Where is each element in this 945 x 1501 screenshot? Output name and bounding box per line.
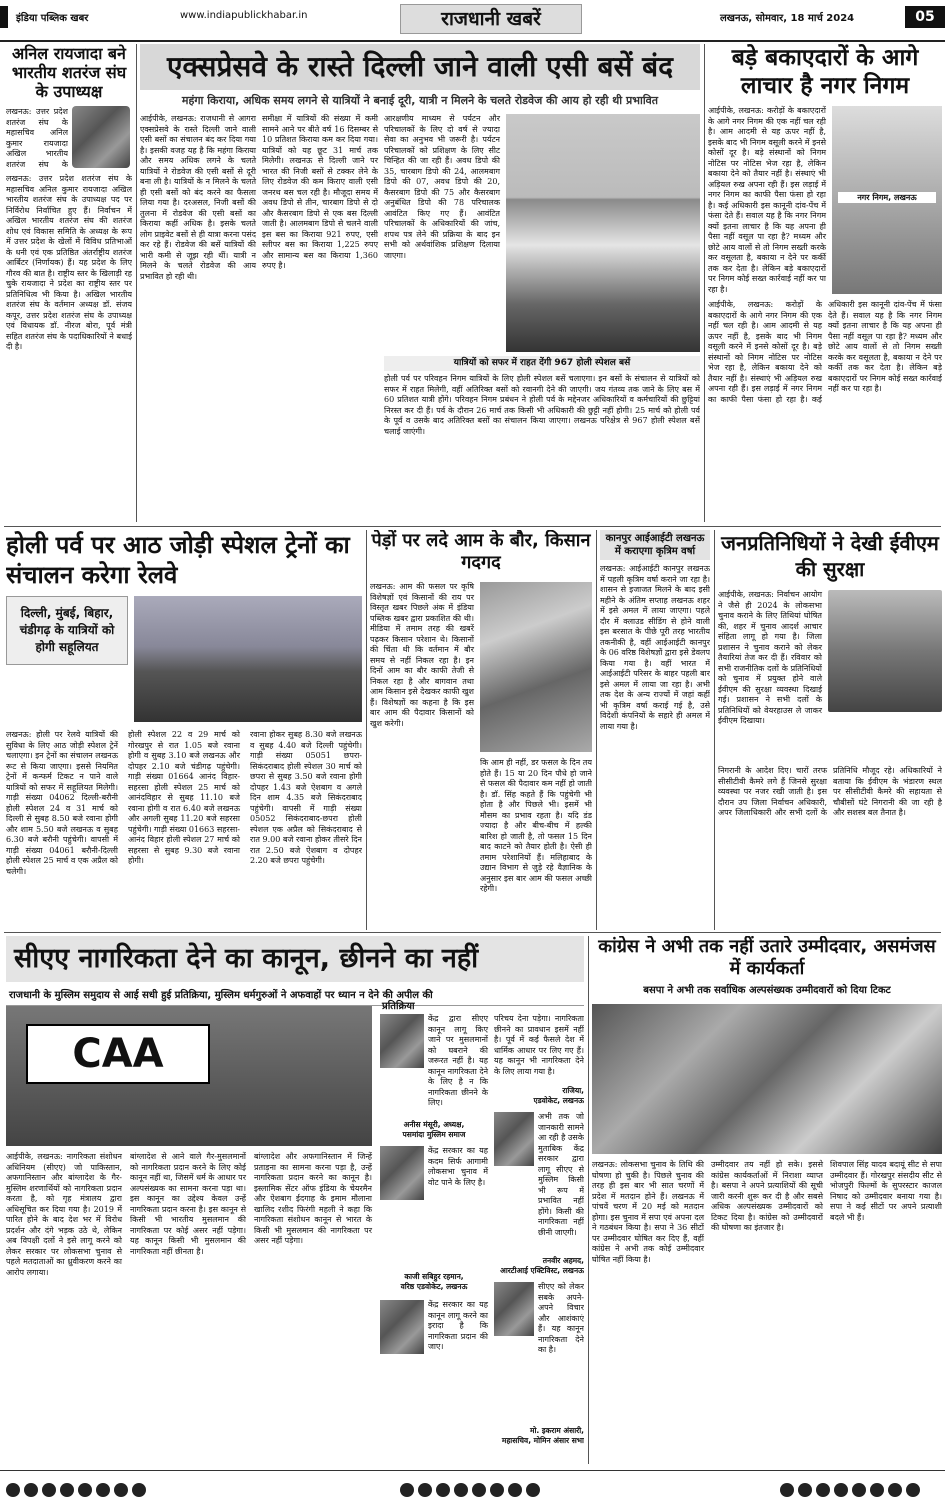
bullet-icon: [508, 1483, 522, 1497]
nagar-nigam-photo: [832, 106, 942, 294]
reaction-text-4: परिचय देना पड़ेगा। नागरिकता छीनने का प्रावधान इसमें नहीं है। पूर्व में कई फैसले देश में धार्मिक आधार पर लिए गए हैं। यह कानून भी नागरिकता देने के लिए लाया गया है।: [494, 1014, 584, 1076]
bus-caption-title: यात्रियों को सफर में राहत देंगी 967 होली स्पेशल बसें: [384, 356, 700, 371]
train-col-3: रवाना होकर सुबह 8.30 बजे लखनऊ व सुबह 4.40 बजे दिल्ली पहुंचेगी। गाड़ी संख्या 05051 छपरा-सिकंदराबाद होली स्पेशल 30 मार्च को छपरा से सुबह 3.50 बजे रवाना होगी दोपहर 1.43 बजे ऐशबाग व अगले दिन शाम 4.35 बजे सिकंदराबाद पहुंचेगी। वापसी में गाड़ी संख्या 05052 सिकंदराबाद-छपरा होली स्पेशल एक अप्रैल को सिकंदराबाद से रात 9.00 बजे रवाना होकर तीसरे दिन रात 2.50 बजे ऐशबाग व दोपहर 2.20 बजे छपरा पहुंचेगी।: [250, 730, 362, 865]
bullet-icon: [834, 1483, 848, 1497]
bullet-icon: [798, 1483, 812, 1497]
congress-subheadline: बसपा ने अभी तक सर्वाधिक अल्पसंख्यक उम्मीदवारों को दिया टिकट: [643, 985, 891, 996]
bullet-icon: [906, 1483, 920, 1497]
bullet-icon: [78, 1483, 92, 1497]
reaction-sig-5: [494, 1426, 584, 1446]
bus-story: [140, 44, 700, 524]
sig-role: वरिष्ठ एडवोकेट, लखनऊ: [400, 1282, 468, 1291]
page-footer: [0, 1470, 945, 1501]
chess-story: [6, 44, 132, 524]
nagar-nigam-headline: बड़े बकाएदारों के आगे लाचार है नगर निगम: [731, 45, 919, 99]
sig-role: आरटीआई एक्टिविस्ट, लखनऊ: [500, 1266, 584, 1275]
train-story: [6, 530, 362, 930]
evm-headline: जनप्रतिनिधियों ने देखी ईवीएम की सुरक्षा: [721, 531, 939, 581]
caa-placard: CAA: [26, 1024, 210, 1084]
section-title: राजधानी खबरें: [400, 4, 582, 34]
mango-col-1: लखनऊ: आम की फसल पर कृषि विशेषज्ञों एवं किसानों की राय पर विस्तृत खबर पिछले अंक में इंडिया पब्लिक खबर द्वारा प्रकाशित की थी। मीडिया में तमाम तरह की खबरें पढ़कर किसान परेशान थे। किसानों की चिंता थी कि वर्तमान में बौर समय से नहीं निकल रहा है। इन दिनों आम का बौर काफी तेजी से निकल रहा है और बागवान तथा आम किसान इसे देखकर काफी खुश हैं। विशेषज्ञों का कहना है कि इस बार आम की पैदावार किसानों को खुश करेगी।: [370, 582, 474, 728]
congress-col-1: लखनऊ: लोकसभा चुनाव के तिथि की घोषणा हो चुकी है। पिछले चुनाव की तरह ही इस बार भी सात चरणों में प्रदेश में मतदान होने हैं। लखनऊ में पांचवें चरण में 20 मई को मतदान होगा। इस चुनाव में सपा एवं अपना दल ने गठबंधन किया है। सपा ने 36 सीटों पर उम्मीदवार घोषित कर दिए हैं, वहीं कांग्रेस ने अभी तक कोई उम्मीदवार घोषित नहीं किया है।: [592, 1160, 704, 1264]
sig-name: अनीस मंसूरी, अध्यक्ष,: [403, 1120, 465, 1129]
reaction-text-5: अभी तक जो जानकारी सामने आ रही है उसके मुताबिक केंद्र सरकार द्वारा लागू सीएए से मुस्लिम किसी भी रूप में प्रभावित नहीं होंगे। किसी की नागरिकता नहीं छीनी जाएगी।: [538, 1112, 584, 1237]
congress-story: [592, 936, 942, 1466]
train-headline: होली पर्व पर आठ जोड़ी स्पेशल ट्रेनों का संचालन करेगा रेलवे: [6, 531, 350, 589]
page-number: 05: [905, 6, 945, 28]
caa-col-2: बांग्लादेश से आने वाले गैर-मुसलमानों को नागरिकता प्रदान करने के लिए कोई कानून नहीं था, जिसमें धर्म के आधार पर अल्पसंख्यक का सामना करना पड़ा था। इस कानून का उद्देश्य केवल उन्हें नागरिकता प्रदान करना है। इस कानून से किसी भी भारतीय मुसलमान की नागरिकता पर कोई असर नहीं पड़ेगा। यह कानून किसी भी मुसलमान की नागरिकता नहीं छीनता है।: [130, 1152, 246, 1256]
bus-photo: [506, 114, 700, 352]
congress-col-2: उम्मीदवार तय नहीं हो सके। इससे कांग्रेस कार्यकर्ताओं में निराशा व्याप्त है। बसपा ने अपने प्रत्याशियों की सूची जारी करनी शुरू कर दी है और सबसे अधिक अल्पसंख्यक उम्मीदवारों को टिकट दिया है। कांग्रेस को उम्मीदवारों की घोषणा का इंतजार है।: [711, 1160, 823, 1232]
footer-dots-left: [6, 1479, 150, 1498]
sig-role: महासचिव, मोमिन अंसार सभा: [501, 1436, 584, 1445]
evm-story: [718, 530, 942, 930]
sig-name: तनवीर अहमद,: [542, 1256, 584, 1265]
mango-photo: [480, 582, 592, 752]
bus-col-2: समीक्षा में यात्रियों की संख्या में कमी सामने आने पर बीते वर्ष 16 दिसम्बर से 10 प्रतिशत किराया कम कर दिया गया। यात्रियों को यह छूट 31 मार्च तक मिलेगी। लखनऊ से दिल्ली जाने पर भारत की निजी बसों से टक्कर लेने के लिए रोडवेज की कम किराए वाली एसी जनरथ बस चल रही है। मौजूदा समय में अवध डिपो से तीन, चारबाग डिपो से दो और कैसरबाग डिपो से एक बस दिल्ली जाती है। आलमबाग डिपो से चलने वाली इस बस का किराया 921 रुपए, एसी स्लीपर बस का किराया 1,225 रुपए और सामान्य बस का किराया 1,360 रुपए है।: [262, 114, 378, 270]
chess-portrait: [72, 106, 130, 168]
chess-body: लखनऊ: उत्तर प्रदेश शतरंज संघ के महासचिव अनिल कुमार रायजादा अखिल भारतीय शतरंज संघ के उपाध्यक्ष पद पर निर्विरोध निर्वाचित हुए हैं। निर्वाचन में अखिल भारतीय शतरंज संघ की शतरंज शोध एवं विकास समिति के अध्यक्ष के रूप में उत्तर प्रदेश के खेलों में विविध प्रतिभाओं के धनी एवं एक प्रतिष्ठित अंतर्राष्ट्रीय शतरंज आर्बिटर (निर्णायक) हैं। यह प्रदेश के लिए गौरव की बात है। राष्ट्रीय स्तर के खिलाड़ी रह चुके रायजादा ने प्रदेश का राष्ट्रीय स्तर पर प्रतिनिधित्व भी किया है। अखिल भारतीय शतरंज संघ के वर्तमान अध्यक्ष डॉ. संजय कपूर, उत्तर प्रदेश शतरंज संघ के उपाध्यक्ष एवं विधायक डॉ. नीरज बोरा, पूर्व मंत्री सहित शतरंज संघ के पदाधिकारियों ने बधाई दी है।: [6, 174, 132, 351]
caa-photo: [6, 1006, 372, 1146]
reaction-photo-4: [494, 1112, 534, 1166]
caa-subheadline: राजधानी के मुस्लिम समुदाय से आई सधी हुई प्रतिक्रिया, मुस्लिम धर्मगुरुओं ने अफवाहों पर ध्यान न देने की अपील की: [6, 986, 584, 1006]
mango-story: [370, 530, 592, 930]
caa-col-1: आईपीके, लखनऊ: नागरिकता संशोधन अधिनियम (सीएए) जो पाकिस्तान, अफगानिस्तान और बांग्लादेश के गैर-मुस्लिम शरणार्थियों को नागरिकता प्रदान करता है, को गृह मंत्रालय द्वारा अधिसूचित कर दिया गया है। 2019 में पारित होने के बाद देश भर में विरोध प्रदर्शन और दंगे भड़क उठे थे, लेकिन अब विपक्षी दलों ने इसे लागू करने को लेकर सरकार पर लोकसभा चुनाव से पहले मतदाताओं का ध्रुवीकरण करने का आरोप लगाया।: [6, 1152, 122, 1277]
bus-subheadline: महंगा किराया, अधिक समय लगने से यात्रियों ने बनाई दूरी, यात्री न मिलने के चलते रोडवेज की आय हो रही थी प्रभावित: [181, 94, 659, 107]
caa-headline: सीएए नागरिकता देने का कानून, छीनने का नहीं: [6, 936, 584, 982]
reaction-sig-3: [494, 1086, 584, 1106]
train-side-box: दिल्ली, मुंबई, बिहार, चंडीगढ़ के यात्रियों को होगी सहूलियत: [6, 596, 128, 665]
sig-role: एडवोकेट, लखनऊ: [533, 1096, 584, 1105]
divider: [704, 44, 705, 522]
reaction-sig-1: [380, 1120, 488, 1140]
reaction-sig-4: [494, 1256, 584, 1276]
bullet-icon: [490, 1483, 504, 1497]
sig-role: पसमांदा मुस्लिम समाज: [402, 1130, 466, 1139]
bullet-icon: [60, 1483, 74, 1497]
chess-headline: अनिल रायजादा बने भारतीय शतरंज संघ के उपाध्यक्ष: [11, 44, 127, 101]
congress-headline: कांग्रेस ने अभी तक नहीं उतारे उम्मीदवार, असमंजस में कार्यकर्ता: [598, 936, 936, 979]
bullet-icon: [780, 1483, 794, 1497]
footer-dots-center: [400, 1479, 544, 1498]
divider: [596, 530, 597, 930]
bullet-icon: [132, 1483, 146, 1497]
reaction-text-3: केंद्र सरकार का यह कानून लागू करने का इरादा है कि नागरिकता प्रदान की जाए।: [428, 1300, 488, 1351]
sig-name: राजिया,: [562, 1086, 584, 1095]
sig-name: काजी सबिहुर रहमान,: [404, 1272, 464, 1281]
nagar-nigam-signboard: नगर निगम, लखनऊ: [838, 192, 936, 203]
bus-headline: एक्सप्रेसवे के रास्ते दिल्ली जाने वाली एसी बसें बंद: [140, 44, 700, 90]
congress-photo: [592, 1004, 942, 1154]
caa-reaction-label: प्रतिक्रिया: [382, 1001, 415, 1012]
divider: [4, 526, 941, 527]
divider: [588, 936, 589, 1464]
page-header: [0, 0, 945, 42]
divider: [4, 932, 941, 933]
bullet-icon: [114, 1483, 128, 1497]
rain-story: [600, 530, 710, 930]
caa-story: [6, 936, 584, 1466]
bullet-icon: [42, 1483, 56, 1497]
reaction-text-1: केंद्र द्वारा सीएए कानून लागू किए जाने पर मुसलमानों को घबराने की जरूरत नहीं है। यह कानून नागरिकता देने के लिए है न कि नागरिकता छीनने के लिए।: [428, 1014, 489, 1107]
footer-dots-right: [780, 1479, 924, 1498]
bullet-icon: [526, 1483, 540, 1497]
congress-col-3: शिवपाल सिंह यादव बदायूं सीट से सपा उम्मीदवार हैं। गोरखपुर संसदीय सीट से भोजपुरी फिल्मों के सुपरस्टार काजल निषाद को उम्मीदवार बनाया गया है। सपा ने कई सीटों पर अपने प्रत्याशी बदले भी हैं।: [830, 1160, 942, 1222]
bullet-icon: [870, 1483, 884, 1497]
reaction-photo-5: [494, 1282, 534, 1336]
bullet-icon: [888, 1483, 902, 1497]
reaction-text-6: सीएए को लेकर सबके अपने-अपने विचार और आशंकाएं हैं। यह कानून नागरिकता देने का है।: [538, 1282, 584, 1354]
nagar-nigam-col-2: आईपीके, लखनऊ: करोड़ों के बकाएदारों के आगे नगर निगम की एक नहीं चल रही है। आम आदमी से यह ऊपर नहीं है, इसके बाद भी निगम वसूली करने में इनसे कोसों दूर है। बड़े संस्थानों को निगम नोटिस पर नोटिस भेज रहा है, लेकिन बकाया देने को तैयार नहीं है। संस्थाएं भी अड़ियल रुख अपना रही हैं। इस लड़ाई में नगर निगम का काफी पैसा फंसा हो रहा है। कई अधिकारी इस कानूनी दांव-पेंच में फंसा देते हैं। सवाल यह है कि नगर निगम क्यों इतना लाचार है कि यह अपना ही पैसा नहीं वसूल पा रहा है? मध्यम और छोटे आय वालों से तो निगम सख्ती करके कर वसूलता है, बकाया न देने पर कर्की तक कर देता है। लेकिन बड़े बकाएदारों पर निगम कोई सख्त कार्रवाई नहीं कर पा रहा है।: [708, 300, 942, 404]
nagar-nigam-col-1: आईपीके, लखनऊ: करोड़ों के बकाएदारों के आगे नगर निगम की एक नहीं चल रही है। आम आदमी से यह ऊपर नहीं है, इसके बाद भी निगम वसूली करने में इनसे कोसों दूर है। बड़े संस्थानों को निगम नोटिस पर नोटिस भेज रहा है, लेकिन बकाया देने को तैयार नहीं है। संस्थाएं भी अड़ियल रुख अपना रही हैं। इस लड़ाई में नगर निगम का काफी पैसा फंसा हो रहा है। कई अधिकारी इस कानूनी दांव-पेंच में फंसा देते हैं। सवाल यह है कि नगर निगम क्यों इतना लाचार है कि यह अपना ही पैसा नहीं वसूल पा रहा है? मध्यम और छोटे आय वालों से तो निगम सख्ती करके कर वसूलता है, बकाया न देने पर कर्की तक कर देता है। लेकिन बड़े बकाएदारों पर निगम कोई सख्त कार्रवाई नहीं कर पा रहा है।: [708, 106, 826, 294]
bus-caption-body: होली पर्व पर परिवहन निगम यात्रियों के लिए होली स्पेशल बसें चलाएगा। इन बसों के संचालन से यात्रियों को सफर में राहत मिलेगी, वहीं अतिरिक्त बसों को रवानगी देने की जाएगी। जय गंतव्य तक जाने के लिए बस में 60 प्रतिशत यात्री होंगे। परिवहन निगम प्रबंधन ने होली पर्व के मद्देनजर अधिकारियों व कर्मचारियों की छुट्टियां निरस्त कर दी हैं। पर्व के दौरान 26 मार्च तक किसी भी अधिकारी की छुट्टी नहीं होगी। 25 मार्च को होली पर्व के पूर्व व उसके बाद अतिरिक्त बसों का संचालन किया जाएगा। लखनऊ परिक्षेत्र से 967 होली स्पेशल बसें चलाई जाएंगी।: [384, 374, 700, 436]
bus-col-1: आईपीके, लखनऊ: राजधानी से आगरा एक्सप्रेसवे के रास्ते दिल्ली जाने वाली एसी बसों का संचालन बंद कर दिया गया है। इसकी वजह यह है कि महंगा किराया और समय अधिक लगने के चलते यात्रियों ने रोडवेज की एसी बसों से दूरी बना ली है। यात्रियों के न मिलने के चलते ही एसी बसों को बंद करने का फैसला लिया गया है। दरअसल, निजी बसों की तुलना में रोडवेज की एसी बसों का किराया कहीं अधिक है। इसके चलते लोग प्राइवेट बसों से ही यात्रा करना पसंद कर रहे हैं। रोडवेज की बसें यात्रियों की भारी कमी से जूझ रही थीं। यात्री न मिलने के चलते रोडवेज की आय प्रभावित हो रही थी।: [140, 114, 256, 281]
divider: [136, 44, 137, 522]
bullet-icon: [454, 1483, 468, 1497]
bullet-icon: [436, 1483, 450, 1497]
train-photo: [134, 596, 362, 722]
rain-body: लखनऊ: आईआईटी कानपुर लखनऊ में पहली कृत्रिम वर्षा कराने जा रहा है। शासन से इजाजत मिलने के बाद इसी महीने के अंतिम सप्ताह लखनऊ शहर में इसे अमल में लाया जाएगा। पहले दौर में क्लाउड सीडिंग से होने वाली इस बरसात के पीछे पूरी तरह भारतीय तकनीकी है, वहीं आईआईटी कानपुर के 06 वरिष्ठ विशेषज्ञों द्वारा इसे डेवलप किया गया है। वहीं भारत में आईआईटी परिसर के बाहर पहली बार इसे अमल में लाया जा रहा है। अभी तक देश के अन्य राज्यों में जहां कहीं भी कृत्रिम वर्षा कराई गई है, उसे विदेशी कंपनियों के सहारे ही अमल में लाया गया है।: [600, 564, 710, 731]
reaction-sig-2: [380, 1272, 488, 1292]
bullet-icon: [816, 1483, 830, 1497]
evm-col-2: निगरानी के आदेश दिए। चारों तरफ सीसीटीवी कैमरे लगे हैं जिनसे सुरक्षा व्यवस्था पर नजर रखी जाती है। इस दौरान उप जिला निर्वाचन अधिकारी, अपर जिलाधिकारी और सभी दलों के प्रतिनिधि मौजूद रहे। अधिकारियों ने बताया कि ईवीएम के भंडारण स्थल पर सीसीटीवी कैमरे की सहायता से चौबीसों घंटे निगरानी की जा रही है और सशस्त्र बल तैनात है।: [718, 766, 942, 817]
bullet-icon: [852, 1483, 866, 1497]
bullet-icon: [418, 1483, 432, 1497]
rain-headline: कानपुर आईआईटी लखनऊ में कराएगा कृत्रिम वर्षा: [600, 530, 710, 560]
chess-body-intro: लखनऊ: उत्तर प्रदेश शतरंज संघ के महासचिव अनिल कुमार रायजादा अखिल भारतीय शतरंज संघ के: [6, 107, 68, 169]
train-col-1: लखनऊ: होली पर रेलवे यात्रियों की सुविधा के लिए आठ जोड़ी स्पेशल ट्रेनें चलाएगा। इन ट्रेनों का संचालन लखनऊ रूट से किया जाएगा। इससे नियमित ट्रेनों में कन्फर्म टिकट न पाने वाले यात्रियों को सफर में सहूलियत मिलेगी। गाड़ी संख्या 04062 दिल्ली-बरौनी होली स्पेशल 24 व 31 मार्च को दिल्ली से सुबह 8.50 बजे रवाना होगी और शाम 5.50 बजे लखनऊ व सुबह 6.30 बजे बरौनी पहुंचेगी। वापसी में गाड़ी संख्या 04061 बरौनी-दिल्ली होली स्पेशल 25 मार्च व एक अप्रैल को चलेगी।: [6, 730, 118, 876]
reaction-photo-2: [380, 1146, 424, 1200]
paper-name: इंडिया पब्लिक खबर: [16, 13, 89, 24]
caa-col-3: बांग्लादेश और अफगानिस्तान में जिन्हें प्रताड़ना का सामना करना पड़ा है, उन्हें नागरिकता प्रदान करने का कानून है। इस्लामिक सेंटर ऑफ इंडिया के चेयरमैन और ऐशबाग ईदगाह के इमाम मौलाना खालिद रशीद फिरंगी महली ने कहा कि नागरिकता संशोधन कानून से भारत के किसी भी मुसलमान की नागरिकता पर असर नहीं पड़ेगा।: [254, 1152, 372, 1245]
reaction-photo-3: [380, 1300, 424, 1354]
bullet-icon: [400, 1483, 414, 1497]
header-bar-left: [0, 6, 8, 28]
divider: [366, 530, 367, 930]
train-col-2: होली स्पेशल 22 व 29 मार्च को गोरखपुर से रात 1.05 बजे रवाना होगी व सुबह 3.10 बजे लखनऊ और दोपहर 2.10 बजे चंडीगढ़ पहुंचेगी। गाड़ी संख्या 01664 आनंद विहार-सहरसा होली स्पेशल 25 मार्च को आनंदविहार से सुबह 11.10 बजे रवाना होगी व रात 6.40 बजे लखनऊ और अगली सुबह 11.20 बजे सहरसा पहुंचेगी। गाड़ी संख्या 01663 सहरसा-आनंद विहार होली स्पेशल 27 मार्च को सहरसा से सुबह 9.30 बजे रवाना होगी।: [128, 730, 240, 865]
evm-col-1: आईपीके, लखनऊ: निर्वाचन आयोग ने जैसे ही 2024 के लोकसभा चुनाव कराने के लिए तिथियां घोषित की, शहर में चुनाव आदर्श आचार संहिता लागू हो गया है। जिला प्रशासन ने चुनाव कराने को लेकर तैयारियां तेज कर दी हैं। रविवार को सभी राजनीतिक दलों के प्रतिनिधियों को चुनाव में प्रयुक्त होने वाले ईवीएम की सुरक्षा व्यवस्था दिखाई गई। प्रशासन ने सभी दलों के प्रतिनिधियों को वेयरहाउस ले जाकर ईवीएम दिखाया।: [718, 590, 822, 725]
mango-col-2: कि आम ही नहीं, डर फसल के दिन तय होते हैं। 15 या 20 दिन पौधे हो जाने से फसल की पैदावार कम नहीं हो जाती है। डॉ. सिंह कहते हैं कि पहुंचेगी भी होता है और पिछले भी। इसमें भी मौसम का प्रभाव रहता है। यदि डंड ज्यादा है और बीच-बीच में हल्की बारिश हो जाती है, तो फसल 15 दिन बाद काटने को तैयार होती है। ऐसी ही तमाम परेशानियों हैं। मलिहाबाद के उद्यान विभाग से जुड़े रहे वैज्ञानिक के अनुसार इस बार आम की फसल अच्छी रहेगी।: [480, 758, 592, 893]
sig-name: मो. इकराम अंसारी,: [529, 1426, 584, 1435]
evm-portrait: [828, 590, 942, 712]
website-url[interactable]: www.indiapublickhabar.in: [180, 10, 308, 21]
nagar-nigam-story: [708, 44, 942, 524]
bus-col-3: आरक्षणीय माध्यम से पर्यटन और परिचालकों के लिए दो वर्ष से ज्यादा सेवा का अनुभव भी जरूरी है। पर्यटन परिचालकों को प्रशिक्षण के लिए सीट चिन्हित की जा रही हैं। अवध डिपो की 35, चारबाग डिपो की 24, आलमबाग डिपो की 07, अवध डिपो की 20, कैसरबाग डिपो की 75 और कैसरबाग अनुबंधित डिपो की 78 परिचालक आवंटित किए गए हैं। आवंटित परिचालकों के अधिकारियों की जांच, शपथ पत्र लेने की प्रक्रिया के बाद इन सभी को अर्थवांशिक प्रशिक्षण दिलाया जाएगा।: [384, 114, 500, 260]
reaction-photo-1: [380, 1014, 424, 1068]
bullet-icon: [96, 1483, 110, 1497]
mango-headline: पेड़ों पर लदे आम के बौर, किसान गदगद: [371, 530, 591, 573]
reaction-text-2: केंद्र सरकार का यह कदम सिर्फ आगामी लोकसभा चुनाव में वोट पाने के लिए है।: [428, 1146, 488, 1187]
divider: [714, 530, 715, 930]
dateline: लखनऊ, सोमवार, 18 मार्च 2024: [720, 13, 855, 24]
bullet-icon: [6, 1483, 20, 1497]
bullet-icon: [472, 1483, 486, 1497]
bullet-icon: [24, 1483, 38, 1497]
